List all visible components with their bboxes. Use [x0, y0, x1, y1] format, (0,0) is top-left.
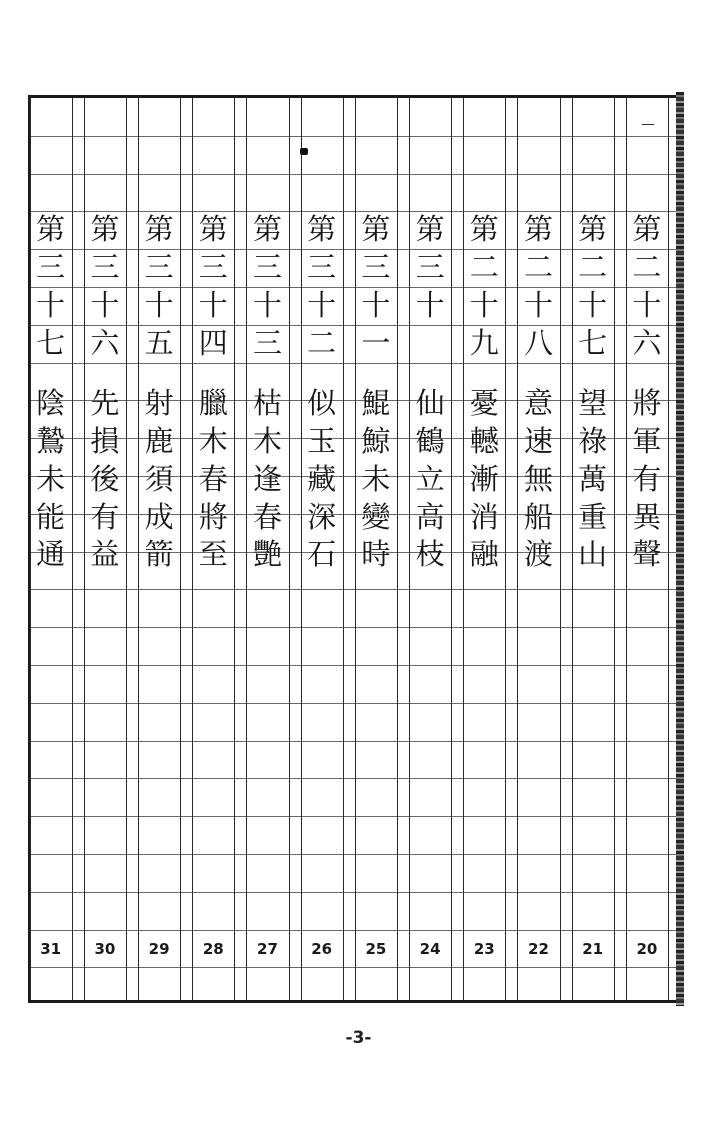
column-number: 23 — [473, 939, 495, 958]
verse-char: 時 — [361, 537, 391, 572]
label-char: 第 — [415, 212, 445, 247]
grid-column-line — [192, 98, 193, 1000]
label-char: 第 — [361, 212, 391, 247]
label-char: 十 — [307, 288, 337, 322]
grid-column-line — [246, 98, 247, 1000]
label-char: 六 — [632, 325, 662, 360]
verse-char: 意 — [523, 386, 553, 421]
verse-char: 鶴 — [415, 424, 445, 459]
verse-char: 速 — [523, 424, 553, 459]
verse-char: 藏 — [307, 461, 337, 496]
label-char: 十 — [36, 288, 66, 322]
verse-char: 益 — [90, 537, 120, 572]
label-char: 七 — [36, 325, 66, 360]
label-char: 三 — [36, 250, 66, 285]
verse-char: 能 — [36, 499, 66, 534]
grid-column-line — [463, 98, 464, 1000]
grid-column-line — [301, 98, 302, 1000]
verse-column — [628, 98, 666, 1000]
verse-char: 鯤 — [361, 386, 391, 421]
grid-column-line — [668, 98, 669, 1000]
grid-column-line — [572, 98, 573, 1000]
verse-char: 深 — [307, 499, 337, 534]
verse-column — [248, 98, 286, 1000]
label-char: 十 — [578, 288, 608, 322]
verse-char: 陰 — [36, 386, 66, 421]
verse-char: 船 — [523, 499, 553, 534]
label-char: 第 — [252, 212, 282, 247]
ink-dot — [300, 148, 308, 155]
verse-column — [357, 98, 395, 1000]
label-char: 十 — [415, 288, 445, 322]
column-number: 29 — [148, 939, 170, 958]
column-number: 30 — [94, 939, 116, 958]
grid-column-line — [289, 98, 290, 1000]
grid-column-line — [72, 98, 73, 1000]
label-char: 三 — [415, 250, 445, 285]
label-char: 第 — [198, 212, 228, 247]
label-char: 七 — [578, 325, 608, 360]
verse-char: 漸 — [469, 461, 499, 496]
verse-char: 木 — [198, 424, 228, 459]
label-char: 二 — [469, 250, 499, 285]
column-number: 24 — [419, 939, 441, 958]
label-char: 十 — [523, 288, 553, 322]
label-char: 三 — [90, 250, 120, 285]
grid-column-line — [560, 98, 561, 1000]
label-char: 二 — [523, 250, 553, 285]
grid-column-line — [343, 98, 344, 1000]
label-char: 十 — [632, 288, 662, 322]
page-number: -3- — [345, 1028, 372, 1048]
grid-column-line — [234, 98, 235, 1000]
verse-char: 箭 — [144, 537, 174, 572]
verse-char: 枝 — [415, 537, 445, 572]
grid-column-line — [409, 98, 410, 1000]
verse-char: 憂 — [469, 386, 499, 421]
verse-column — [303, 98, 341, 1000]
verse-char: 有 — [632, 461, 662, 496]
label-char: 三 — [144, 250, 174, 285]
grid-column-line — [397, 98, 398, 1000]
verse-char: 至 — [198, 537, 228, 572]
verse-char: 鯨 — [361, 424, 391, 459]
verse-column — [86, 98, 124, 1000]
column-number: 20 — [636, 939, 658, 958]
verse-char: 逢 — [252, 461, 282, 496]
verse-char: 後 — [90, 461, 120, 496]
label-char: 第 — [578, 212, 608, 247]
verse-char: 祿 — [578, 424, 608, 459]
ink-dash — [642, 124, 654, 125]
label-char: 十 — [252, 288, 282, 322]
grid-column-line — [517, 98, 518, 1000]
label-char: 四 — [198, 325, 228, 360]
verse-char: 成 — [144, 499, 174, 534]
grid-column-line — [126, 98, 127, 1000]
verse-char: 望 — [578, 386, 608, 421]
verse-char: 春 — [252, 499, 282, 534]
verse-char: 將 — [198, 499, 228, 534]
column-number: 21 — [582, 939, 604, 958]
verse-char: 仙 — [415, 386, 445, 421]
label-char: 八 — [523, 325, 553, 360]
verse-char: 臘 — [198, 386, 228, 421]
verse-char: 無 — [523, 461, 553, 496]
verse-char: 高 — [415, 499, 445, 534]
verse-char: 變 — [361, 499, 391, 534]
label-char: 十 — [90, 288, 120, 322]
label-char: 三 — [361, 250, 391, 285]
label-char: 十 — [469, 288, 499, 322]
verse-char: 通 — [36, 537, 66, 572]
verse-char: 先 — [90, 386, 120, 421]
verse-char: 萬 — [578, 461, 608, 496]
column-number: 31 — [40, 939, 62, 958]
verse-char: 聲 — [632, 537, 662, 572]
column-number: 26 — [311, 939, 333, 958]
verse-char: 損 — [90, 424, 120, 459]
verse-char: 枯 — [252, 386, 282, 421]
verse-char: 將 — [632, 386, 662, 421]
grid-column-line — [30, 98, 31, 1000]
verse-char: 立 — [415, 461, 445, 496]
grid-column-line — [626, 98, 627, 1000]
verse-char: 須 — [144, 461, 174, 496]
verse-char: 石 — [307, 537, 337, 572]
verse-char: 渡 — [523, 537, 553, 572]
grid-column-line — [505, 98, 506, 1000]
column-number: 25 — [365, 939, 387, 958]
label-char: 十 — [198, 288, 228, 322]
column-number: 28 — [202, 939, 224, 958]
label-char: 二 — [632, 250, 662, 285]
verse-char: 異 — [632, 499, 662, 534]
verse-char: 融 — [469, 537, 499, 572]
verse-char: 似 — [307, 386, 337, 421]
label-char: 六 — [90, 325, 120, 360]
grid-column-line — [84, 98, 85, 1000]
verse-char: 木 — [252, 424, 282, 459]
label-char: 三 — [252, 325, 282, 360]
grid-column-line — [451, 98, 452, 1000]
grid-column-line — [180, 98, 181, 1000]
verse-char: 山 — [578, 537, 608, 572]
verse-column — [194, 98, 232, 1000]
verse-char: 軍 — [632, 424, 662, 459]
verse-char: 未 — [361, 461, 391, 496]
grid-column-line — [614, 98, 615, 1000]
column-number: 27 — [257, 939, 278, 958]
grid-column-line — [355, 98, 356, 1000]
verse-char: 未 — [36, 461, 66, 496]
verse-char: 轗 — [469, 424, 499, 459]
verse-char: 消 — [469, 499, 499, 534]
verse-char: 有 — [90, 499, 120, 534]
label-char: 第 — [469, 212, 499, 247]
label-char: 一 — [361, 325, 391, 360]
label-char: 三 — [307, 250, 337, 285]
verse-char: 重 — [578, 499, 608, 534]
verse-column — [140, 98, 178, 1000]
verse-char: 鷙 — [36, 424, 66, 459]
label-char: 第 — [632, 212, 662, 247]
label-char: 十 — [144, 288, 174, 322]
verse-char: 春 — [198, 461, 228, 496]
verse-column — [519, 98, 557, 1000]
label-char: 三 — [198, 250, 228, 285]
binding-edge — [676, 92, 684, 1006]
grid-column-line — [138, 98, 139, 1000]
column-number: 22 — [528, 939, 549, 958]
verse-char: 鹿 — [144, 424, 174, 459]
label-char: 第 — [36, 212, 66, 247]
verse-char: 玉 — [307, 424, 337, 459]
label-char: 五 — [144, 325, 174, 360]
verse-char: 艷 — [252, 537, 282, 572]
verse-column — [465, 98, 503, 1000]
verse-column — [32, 98, 70, 1000]
label-char: 九 — [469, 325, 499, 360]
label-char: 第 — [307, 212, 337, 247]
label-char: 十 — [361, 288, 391, 322]
verse-char: 射 — [144, 386, 174, 421]
verse-column — [574, 98, 612, 1000]
label-char: 第 — [144, 212, 174, 247]
verse-column — [411, 98, 449, 1000]
label-char: 二 — [307, 325, 337, 360]
label-char: 第 — [90, 212, 120, 247]
label-char: 二 — [578, 250, 608, 285]
label-char: 三 — [252, 250, 282, 285]
grid-sheet — [28, 95, 678, 1003]
label-char: 第 — [523, 212, 553, 247]
